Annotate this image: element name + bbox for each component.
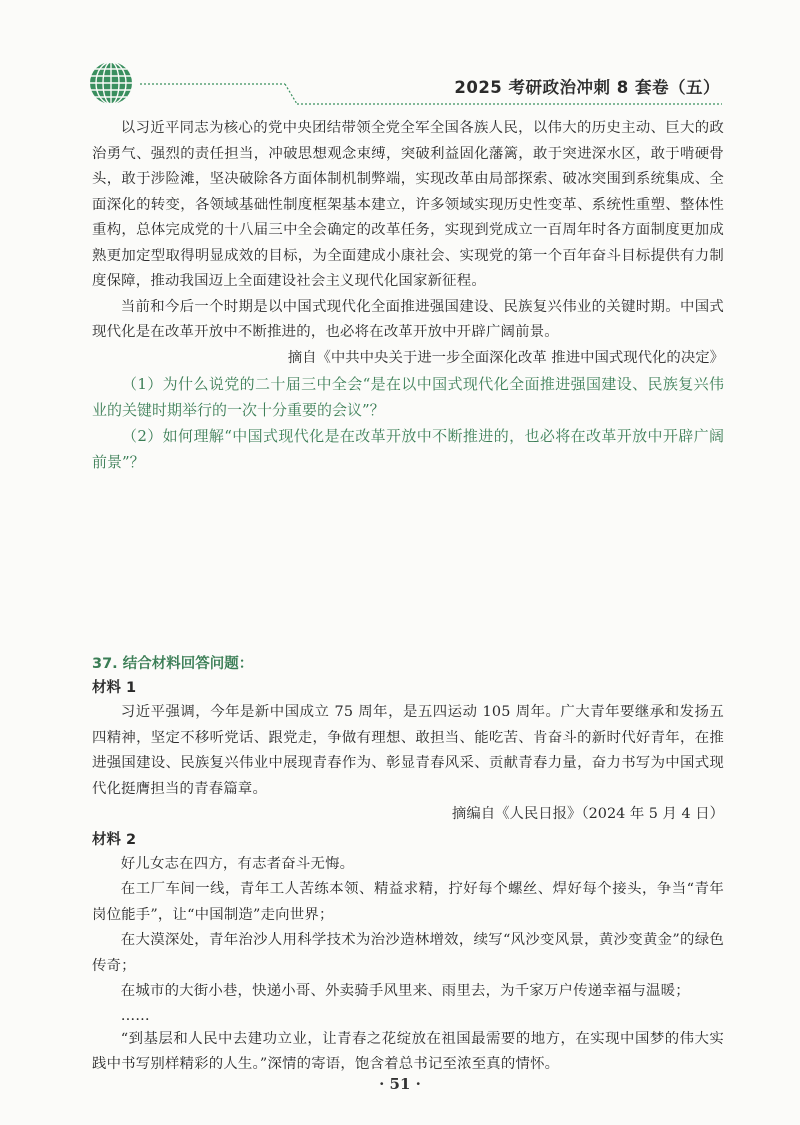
material-2-paragraph: 在工厂车间一线，青年工人苦练本领、精益求精，拧好每个螺丝、焊好每个接头，争当“青年岗位能手”，让“中国制造”走向世界； [92, 881, 724, 923]
material-1-text: 习近平强调，今年是新中国成立 75 周年，是五四运动 105 周年。广大青年要继承和发扬五四精神，坚定不移听党话、跟党走，争做有理想、敢担当、能吃苦、肯奋斗的新时代好青年，在推进强国建设、民族复兴伟业中展现青春作为、彰显青春风采、贡献青春力量，奋力书写为中国式现代化挺膺担当的青春篇章。 [92, 704, 724, 797]
question-37 [92, 652, 724, 1078]
globe-icon [88, 60, 134, 106]
material-top [92, 116, 724, 475]
material-2-closing: “到基层和人民中去建功立业，让青春之花绽放在祖国最需要的地方，在实现中国梦的伟大实践中书写别样精彩的人生。”深情的寄语，饱含着总书记至浓至真的情怀。 [92, 1030, 724, 1072]
material-paragraph: 以习近平同志为核心的党中央团结带领全党全军全国各族人民，以伟大的历史主动、巨大的政治勇气、强烈的责任担当，冲破思想观念束缚，突破利益固化藩篱，敢于突进深水区，敢于啃硬骨头，敢于涉险滩，坚决破除各方面体制机制弊端，实现改革由局部探索、破冰突围到系统集成、全面深化的转变，各领域基础性制度框架基本建立，许多领域实现历史性变革、系统性重塑、整体性重构，总体完成党的十八届三中全会确定的改革任务，实现到党成立一百周年时各方面制度更加成熟更加定型取得明显成效的目标，为全面建成小康社会、实现党的第一个百年奋斗目标提供有力制度保障，推动我国迈上全面建设社会主义现代化国家新征程。 [92, 120, 724, 289]
material-paragraph: 当前和今后一个时期是以中国式现代化全面推进强国建设、民族复兴伟业的关键时期。中国式现代化是在改革开放中不断推进的，也必将在改革开放中开辟广阔前景。 [92, 298, 724, 340]
question-1: （1）为什么说党的二十届三中全会“是在以中国式现代化全面推进强国建设、民族复兴伟业的关键时期举行的一次十分重要的会议”？ [92, 375, 724, 419]
question-2: （2）如何理解“中国式现代化是在改革开放中不断推进的，也必将在改革开放中开辟广阔前景”？ [92, 427, 724, 471]
material-2-label: 材料 2 [92, 831, 137, 848]
ellipsis: …… [120, 1007, 150, 1024]
material-1-label: 材料 1 [92, 680, 137, 696]
question-37-title: 37. 结合材料回答问题： [92, 656, 254, 672]
material-source: 摘自《中共中央关于进一步全面深化改革 推进中国式现代化的决定》 [287, 349, 724, 366]
material-2-paragraph: 好儿女志在四方，有志者奋斗无悔。 [120, 855, 355, 872]
header-title: 2025 考研政治冲刺 8 套卷（五） [454, 78, 720, 97]
material-2-paragraph: 在大漠深处，青年治沙人用科学技术为治沙造林增效，续写“风沙变风景，黄沙变黄金”的绿色传奇； [92, 932, 724, 974]
page-header [0, 0, 800, 110]
material-2-paragraph: 在城市的大街小巷，快递小哥、外卖骑手风里来、雨里去，为千家万户传递幸福与温暖； [120, 983, 690, 999]
material-1-source: 摘编自《人民日报》（2024 年 5 月 4 日） [451, 806, 724, 822]
page-number: · 51 · [379, 1075, 421, 1093]
